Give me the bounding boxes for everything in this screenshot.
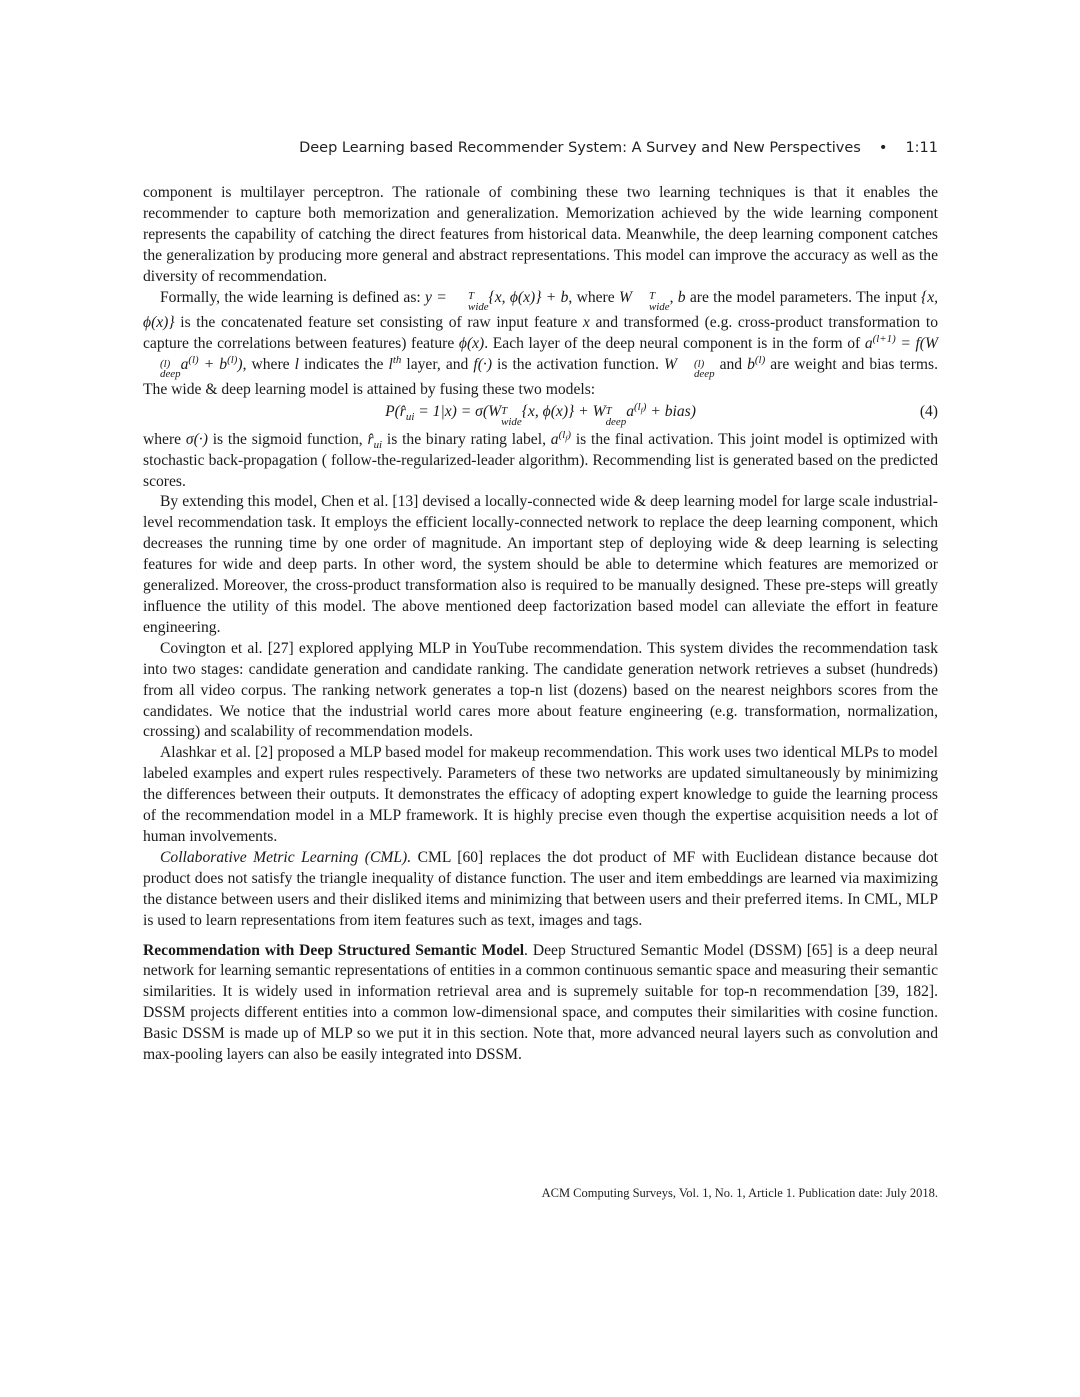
paragraph-1: component is multilayer perceptron. The rationale of combining these two learning techniques is that it enables the recommender to capture both memorization and generalization. Memorization achieved by the wide learning component represents the capability of catching the direct features from historical data. Meanwhile, the deep learning component catches the generalization by producing more general and abstract representations. This model can improve the accuracy as well as the diversity of recommendation. <box>143 184 938 285</box>
dssm-section-title: Recommendation with Deep Structured Semantic Model <box>143 941 525 959</box>
page-footer: ACM Computing Surveys, Vol. 1, No. 1, Article 1. Publication date: July 2018. <box>541 1186 938 1200</box>
paragraph-2: Formally, the wide learning is defined as: y = T wide {x, ϕ(x)} + b, where W T wide , b are the model parameters. The input {x, ϕ(x)} is the concatenated feature set consisting of raw input feature x and transformed (e.g. cross-product transformation to capture the correlations between features) feature ϕ(x). Each layer of the deep neural component is in the form of $a^{(l+1)} = f(W$ (l) deep $a^{(l)} + b^{(l)}$), where l indicates the $l^{th}$ layer, and f(·) is the activation function. W (l) deep and $b^{(l)}$ are weight and bias terms. The wide & deep learning model is attained by fusing these two models: <box>143 288 939 399</box>
equation-number: (4) <box>919 403 938 421</box>
page-number: 1:11 <box>905 140 938 156</box>
running-header <box>143 136 938 160</box>
paragraph-cml: Collaborative Metric Learning (CML). CML [60] replaces the dot product of MF with Euclidean distance because dot product does not satisfy the triangle inequality of distance function. The user and item embeddings are learned via maximizing the distance between users and their disliked items and minimizing that between users and their preferred items. In CML, MLP is used to learn representations from item features such as text, images and tags. <box>143 848 938 929</box>
paragraph-dssm: Recommendation with Deep Structured Semantic Model. Deep Structured Semantic Model (DSSM) [65] is a deep neural network for learning semantic representations of entities in a common continuous semantic space and measuring their semantic similarities. It is widely used in information retrieval area and is supremely suitable for top-n recommendation [39, 182]. DSSM projects different entities into a common low-dimensional space, and computes their similarities with cosine function. Basic DSSM is made up of MLP so we put it in this section. Note that, more advanced neural layers such as convolution and max-pooling layers can also be easily integrated into DSSM. <box>143 941 938 1064</box>
cml-title: Collaborative Metric Learning (CML). <box>160 848 412 866</box>
paragraph-4: By extending this model, Chen et al. [13] devised a locally-connected wide & deep learning model for large scale industrial-level recommendation task. It employs the efficient locally-connected network to replace the deep learning component, which decreases the running time by one order of magnitude. An important step of deploying wide & deep learning is selecting features for wide and deep parts. In other word, the system should be able to determine which features are memorized or generalized. Moreover, the cross-product transformation also is required to be manually designed. These pre-steps will greatly influence the utility of this model. The above mentioned deep factorization based model can alleviate the effort in feature engineering. <box>143 493 938 636</box>
paragraph-6: Alashkar et al. [2] proposed a MLP based model for makeup recommendation. This work uses two identical MLPs to model labeled examples and expert rules respectively. Parameters of these two networks are updated simultaneously by minimizing the differences between their outputs. It demonstrates the efficacy of adopting expert knowledge to guide the learning process of the recommendation model in a MLP framework. It is highly precise even though the expertise acquisition needs a lot of human involvements. <box>143 744 938 845</box>
paragraph-3: where σ(·) is the sigmoid function, $r̂_{ui}$ is the binary rating label, $a^{(l_f)}$ is the final activation. This joint model is optimized with stochastic back-propagation ( follow-the-regularized-leader algorithm). Recommending list is generated based on the predicted scores. <box>143 428 938 490</box>
equation-4: $P(r̂_{ui} = 1|x) = \sigma(W$ T wide {x, ϕ(x)} + W T deep $a^{(l_f)}$ + bias) (4) <box>385 401 938 428</box>
header-title: Deep Learning based Recommender System: A Survey and New Perspectives <box>299 140 861 156</box>
page-body <box>143 183 938 1066</box>
header-separator: • <box>878 140 888 156</box>
paragraph-5: Covington et al. [27] explored applying MLP in YouTube recommendation. This system divides the recommendation task into two stages: candidate generation and candidate ranking. The candidate generation network retrieves a subset (hundreds) from all video corpus. The ranking network generates a top-n list (dozens) based on the nearest neighbors scores from the candidates. We notice that the industrial world cares more about feature engineering (e.g. transformation, normalization, crossing) and scalability of recommendation models. <box>143 639 938 741</box>
